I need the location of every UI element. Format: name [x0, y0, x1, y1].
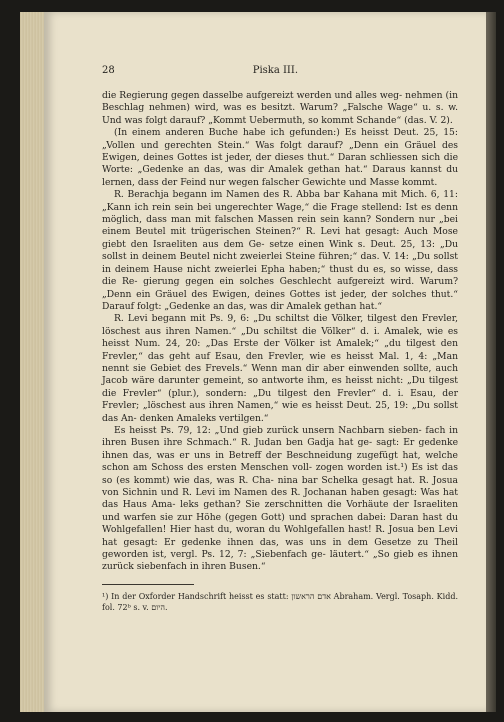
- footnote-rule: [102, 584, 194, 585]
- page-number: 28: [102, 65, 115, 76]
- paragraph-1: die Regierung gegen dasselbe aufgereizt werden und alles weg- nehmen (in Beschlag nehmen) wird, was es besitzt. Warum? „Falsche Wage“ u. s. w. Und was folgt darauf? „Kommt Uebermuth, so kommt Schande“ (das. V. 2).: [102, 90, 458, 126]
- page-header: [102, 65, 458, 79]
- paragraph-4: R. Levi begann mit Ps. 9, 6: „Du schiltst die Völker, tilgest den Frevler, löschest aus ihren Namen.“ „Du schiltst die Völker“ d. i. Amalek, wie es heisst Num. 24, 20: „Das Erste der Völker ist Amalek;“ „du tilgest den Frevler,“ das geht auf Esau, den Frevler, wie es heisst Mal. 1, 4: „Man nennt sie Gebiet des Frevels.“ Wenn man dir aber einwenden sollte, auch Jacob wäre darunter gemeint, so antworte ihm, es heisst nicht: „Du tilgest die Frevler“ (plur.), sondern: „Du tilgest den Frevler“ d. i. Esau, der Frevler; „löschest aus ihren Namen,“ wie es heisst Deut. 25, 19: „Du sollst das An- denken Amaleks vertilgen.“: [102, 313, 458, 424]
- book-spine: [20, 12, 46, 712]
- paragraph-5: Es heisst Ps. 79, 12: „Und gieb zurück unsern Nachbarn sieben- fach in ihren Busen ihre Schmach.“ R. Judan ben Gadja hat ge- sagt: Er gedenke ihnen das, was er uns in Betreff der Beschneidung zugefügt hat, welche schon am Schoss des ersten Menschen voll- zogen worden ist.¹) Es ist das so (es kommt) wie das, was R. Cha- nina bar Schelka gesagt hat. R. Josua von Sichnin und R. Levi im Namen des R. Jochanan haben gesagt: Was hat das Haus Ama- leks gethan? Sie zerschnitten die Vorhäute der Israeliten und warfen sie zur Höhe (gegen Gott) und sprachen dabei: Daran hast du Wohlgefallen! Hier hast du, woran du Wohlgefallen hast! R. Josua ben Levi hat gesagt: Er gedenke ihnen das, was uns in dem Gesetze zu Theil geworden ist, vergl. Ps. 12, 7: „Siebenfach ge- läutert.“ „So gieb es ihnen zurück siebenfach in ihren Busen.“: [102, 424, 458, 573]
- paragraph-2: (In einem anderen Buche habe ich gefunden:) Es heisst Deut. 25, 15: „Vollen und gerechten Stein.“ Was folgt darauf? „Denn ein Gräuel des Ewigen, deines Gottes ist jeder, der dieses thut.“ Daran schliessen sich die Worte: „Gedenke an das, was dir Amalek gethan hat.“ Daraus kannst du lernen, dass der Feind nur wegen falscher Gewichte und Masse kommt.: [102, 127, 458, 188]
- page-edge-shadow: [486, 12, 496, 712]
- text-block: [102, 65, 458, 613]
- paragraph-3: R. Berachja begann im Namen des R. Abba bar Kahana mit Mich. 6, 11: „Kann ich rein sein bei ungerechter Wage,“ die Frage stellend: Ist es denn möglich, dass man mit falschen Massen rein sein kann? Sondern nur „bei einem Beutel mit trügerischen Steinen?“ R. Levi hat gesagt: Auch Mose giebt den Israeliten aus dem Ge- setze einen Wink s. Deut. 25, 13: „Du sollst in deinem Beutel nicht zweierlei Steine führen;“ das. V. 14: „Du sollst in deinem Hause nicht zweierlei Epha haben;“ thust du es, so wisse, dass die Re- gierung gegen ein solches Geschlecht aufgereizt wird. Warum? „Denn ein Gräuel des Ewigen, deines Gottes ist jeder, der solches thut.“ Darauf folgt: „Gedenke an das, was dir Amalek gethan hat.“: [102, 189, 458, 312]
- running-head: Piska III.: [252, 65, 299, 76]
- footnote: ¹) In der Oxforder Handschrift heisst es statt: אדם הראשון Abraham. Vergl. Tosaph. Kidd. fol. 72ᵇ s. v. היום.: [102, 591, 458, 612]
